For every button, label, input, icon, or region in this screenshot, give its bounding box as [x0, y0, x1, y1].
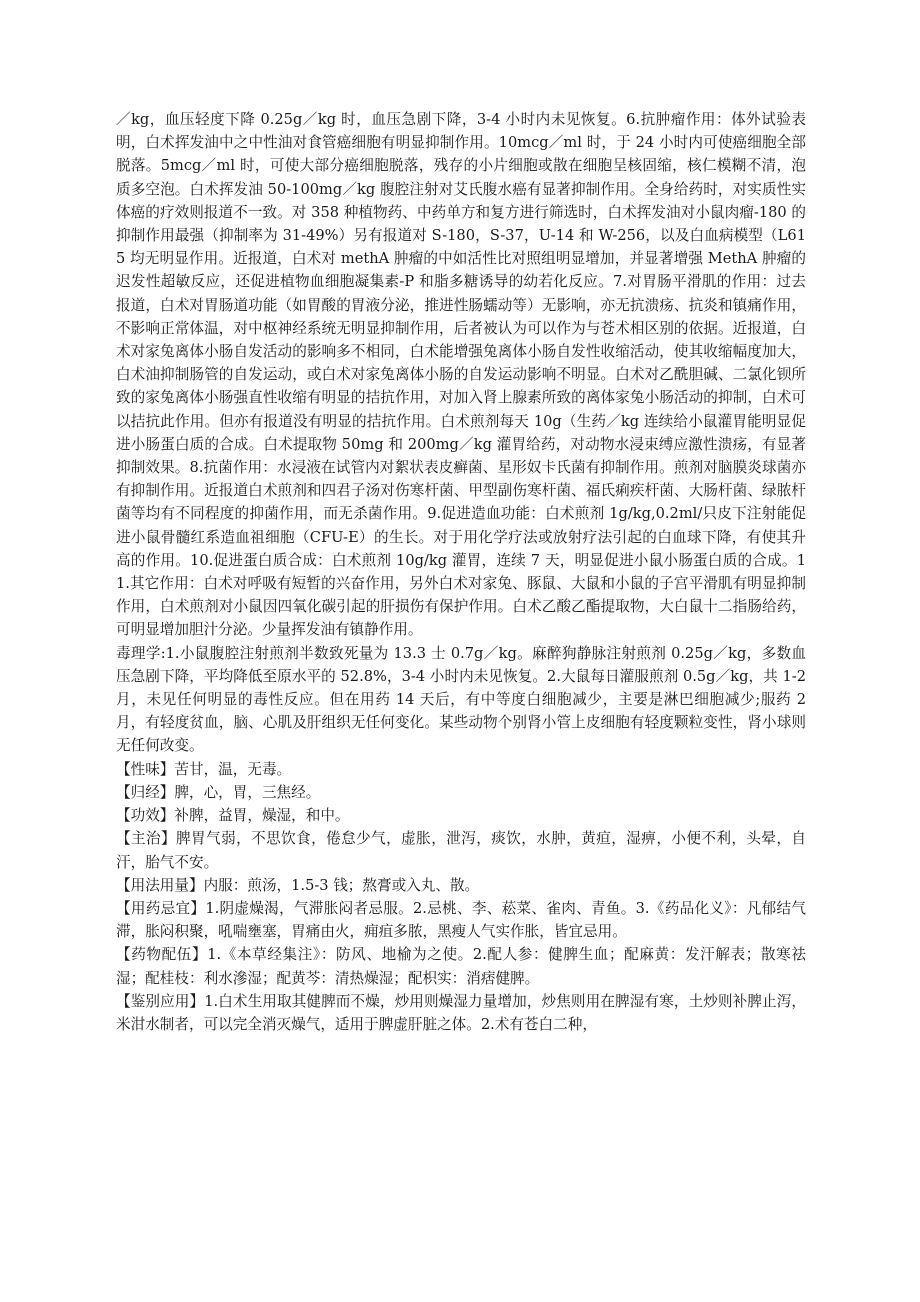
contraindications-paragraph: [116, 897, 806, 943]
paragraph-text: 脾胃气弱，不思饮食，倦怠少气，虚胀，泄泻，痰饮，水肿，黄疸，湿痹，小便不利，头晕，自汗，胎气不安。: [116, 830, 806, 871]
section-label-indications: 【主治】: [116, 830, 177, 848]
paragraph-text: 1.白术生用取其健脾而不燥，炒用则燥湿力量增加，炒焦则用在脾湿有寒，土炒则补脾止泻，米泔水制者，可以完全消灭燥气，适用于脾虚肝脏之体。2.术有苍白二种，: [116, 992, 806, 1033]
paragraph-text: 补脾，益胃，燥湿，和中。: [174, 807, 350, 825]
section-label-nature-taste: 【性味】: [116, 760, 175, 778]
paragraph-text: 1.阴虚燥渴，气滞胀闷者忌服。2.忌桃、李、菘菜、雀肉、青鱼。3.《药品化义》：凡郁结气滞，胀闷积聚，吼喘壅塞，胃痛由火，痈疽多脓，黑瘦人气实作胀，皆宜忌用。: [116, 899, 806, 941]
document-page: [116, 108, 806, 1036]
meridian-paragraph: [116, 781, 806, 804]
indications-paragraph: [116, 827, 806, 873]
pharmacology-paragraph: [116, 108, 806, 642]
paragraph-text: 脾，心，胃，三焦经。: [174, 783, 321, 801]
section-label-dosage: 【用法用量】: [116, 876, 204, 894]
paragraph-text: 内服：煎汤，1.5-3 钱；熬膏或入丸、散。: [203, 876, 480, 894]
efficacy-paragraph: [116, 804, 806, 827]
differential-use-paragraph: [116, 990, 806, 1036]
toxicology-paragraph: [116, 642, 806, 758]
paragraph-text: 苦甘，温，无毒。: [174, 760, 292, 778]
paragraph-text: ／kg，血压轻度下降 0.25g／kg 时，血压急剧下降，3-4 小时内未见恢复。6.抗肿瘤作用：体外试验表明，白术挥发油中之中性油对食管癌细胞有明显抑制作用。10mcg／ml 时，于 24 小时内可使癌细胞全部脱落。5mcg／ml 时，可使大部分癌细胞脱落，残存的小片细胞或散在细胞呈核固缩，核仁模糊不清，泡质多空泡。白术挥发油 50-100mg／kg 腹腔注射对艾氏腹水癌有显著抑制作用。全身给药时，对实质性实体癌的疗效则报道不一致。对 358 种植物药、中药单方和复方进行筛选时，白术挥发油对小鼠肉瘤-180 的抑制作用最强（抑制率为 31-49%）另有报道对 S-180，S-37，U-14 和 W-256，以及白血病模型（L615 均无明显作用。近报道，白术对 methA 肿瘤的中如活性比对照组明显增加，并显著增强 MethA 肿瘤的迟发性超敏反应，还促进植物血细胞凝集素-P 和脂多糖诱导的幼若化反应。7.对胃肠平滑肌的作用：过去报道，白术对胃肠道功能（如胃酸的胃液分泌，推进性肠蠕动等）无影响，亦无抗溃疡、抗炎和镇痛作用，不影响正常体温，对中枢神经系统无明显抑制作用，后者被认为可以作为与苍术相区别的依据。近报道，白术对家兔离体小肠自发活动的影响多不相同，白术能增强兔离体小肠自发性收缩活动，使其收缩幅度加大，白术油抑制肠管的自发运动，或白术对家兔离体小肠的自发运动影响不明显。白术对乙酰胆碱、二氯化钡所致的家兔离体小肠强直性收缩有明显的拮抗作用，对加入肾上腺素所致的离体家兔小肠活动的抑制，白术可以拮抗此作用。但亦有报道没有明显的拮抗作用。白术煎剂每天 10g（生药／kg 连续给小鼠灌胃能明显促进小肠蛋白质的合成。白术提取物 50mg 和 200mg／kg 灌胃给药，对动物水浸束缚应激性溃疡，有显著抑制效果。8.抗菌作用：水浸液在试管内对絮状表皮癣菌、星形奴卡氏菌有抑制作用。煎剂对脑膜炎球菌亦有抑制作用。近报道白术煎剂和四君子汤对伤寒杆菌、甲型副伤寒杆菌、福氏痢疾杆菌、大肠杆菌、绿脓杆菌等均有不同程度的抑菌作用，而无杀菌作用。9.促进造血功能：白术煎剂 1g/kg,0.2ml/只皮下注射能促进小鼠骨髓红系造血祖细胞（CFU-E）的生长。对于用化学疗法或放射疗法引起的白血球下降，有使其升高的作用。10.促进蛋白质合成：白术煎剂 10g/kg 灌胃，连续 7 天，明显促进小鼠小肠蛋白质的合成。11.其它作用：白术对呼吸有短暂的兴奋作用，另外白术对家兔、豚鼠、大鼠和小鼠的子宫平滑肌有明显抑制作用，白术煎剂对小鼠因四氧化碳引起的肝损伤有保护作用。白术乙酸乙酯提取物，大白鼠十二指肠给药，可明显增加胆汁分泌。少量挥发油有镇静作用。: [116, 111, 806, 639]
section-label-contraindications: 【用药忌宜】: [116, 899, 206, 917]
paragraph-text: 1.《本草经集注》：防风、地榆为之使。2.配人参：健脾生血；配麻黄：发汗解表；散寒祛湿；配桂枝：利水滲湿；配黄芩：清热燥湿；配枳实：消痞健脾。: [116, 946, 806, 987]
section-label-differential-use: 【鉴别应用】: [116, 992, 205, 1010]
compatibility-paragraph: [116, 943, 806, 989]
dosage-paragraph: [116, 874, 806, 897]
paragraph-text: 毒理学:1.小鼠腹腔注射煎剂半数致死量为 13.3 士 0.7g／kg。麻醉狗静脉注射煎剂 0.25g／kg，多数血压急剧下降，平均降低至原水平的 52.8%，3-4 小时内未见恢复。2.大鼠每日灌服煎剂 0.5g／kg，共 1-2 月，未见任何明显的毒性反应。但在用药 14 天后，有中等度白细胞减少，主要是淋巴细胞减少;服药 2 月，有轻度贫血，脑、心肌及肝组织无任何变化。某些动物个别肾小管上皮细胞有轻度颗粒变性，肾小球则无任何改变。: [116, 644, 806, 755]
section-label-efficacy: 【功效】: [116, 807, 175, 825]
section-label-compatibility: 【药物配伍】: [116, 946, 208, 964]
section-label-meridian: 【归经】: [116, 783, 175, 801]
nature-taste-paragraph: [116, 758, 806, 781]
